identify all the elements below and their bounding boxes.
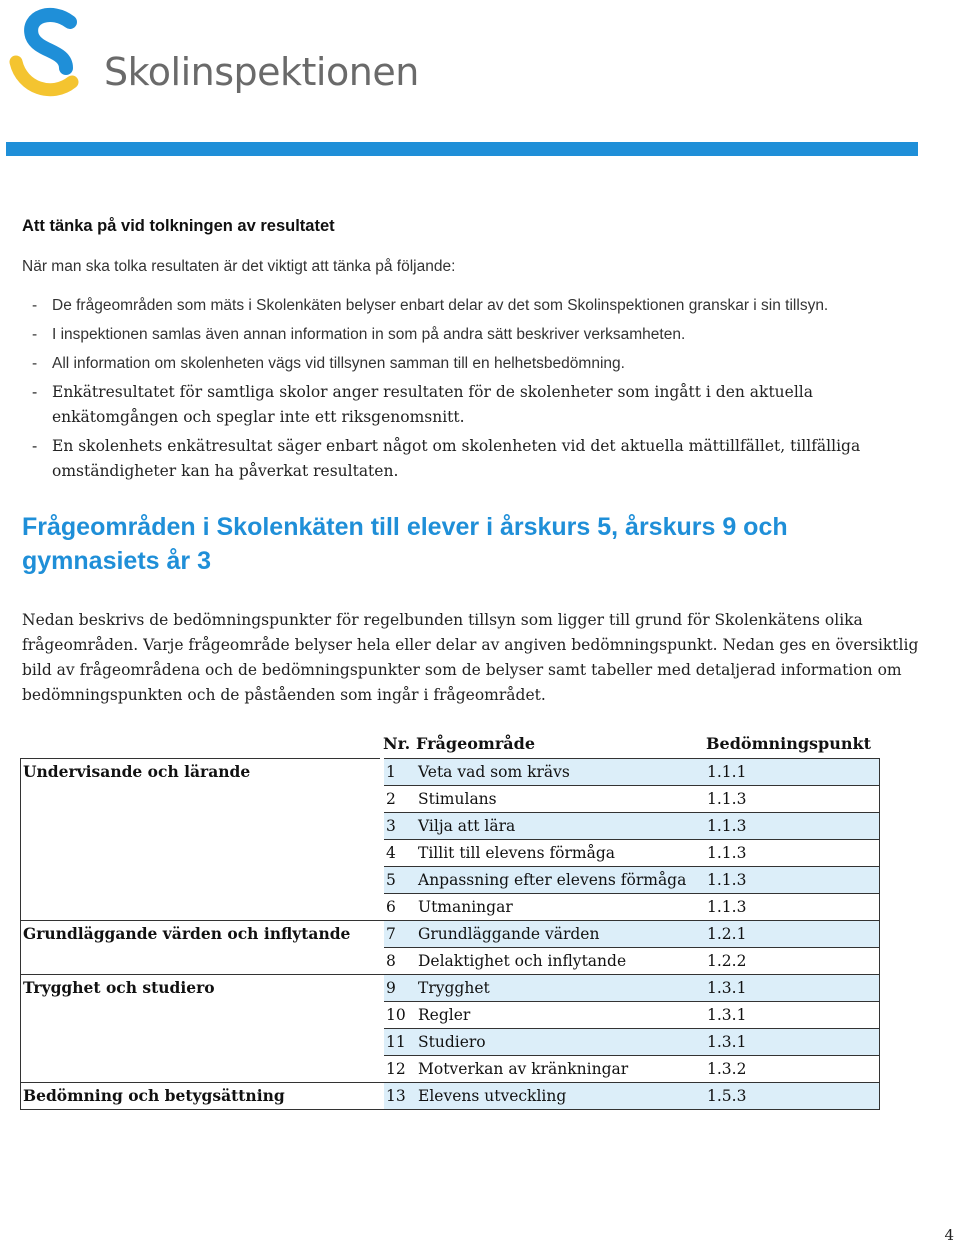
bedomningspunkt-cell: 1.3.1 bbox=[705, 1029, 880, 1056]
bedomningspunkt-cell: 1.3.2 bbox=[705, 1056, 880, 1083]
bedomningspunkt-cell: 1.1.3 bbox=[705, 894, 880, 921]
area-cell: Trygghet bbox=[416, 975, 705, 1002]
table-row bbox=[21, 975, 880, 1002]
column-header-area: Frågeområde bbox=[416, 734, 536, 753]
area-cell: Delaktighet och inflytande bbox=[416, 948, 705, 975]
bedomningspunkt-cell: 1.1.3 bbox=[705, 867, 880, 894]
notes-list bbox=[32, 293, 912, 488]
nr-cell: 2 bbox=[384, 786, 416, 813]
category-cell bbox=[21, 840, 380, 867]
area-cell: Tillit till elevens förmåga bbox=[416, 840, 705, 867]
nr-cell: 5 bbox=[384, 867, 416, 894]
area-cell: Vilja att lära bbox=[416, 813, 705, 840]
area-cell: Elevens utveckling bbox=[416, 1083, 705, 1110]
area-cell: Stimulans bbox=[416, 786, 705, 813]
section-description: Nedan beskrivs de bedömningspunkter för regelbunden tillsyn som ligger till grund för Skolenkätens olika frågeområden. Varje frågeområde belyser hela eller delar av angiven bedömningspunkt. Nedan ges en översiktlig bild av frågeområdena och de bedömningspunkter som de belyser samt tabeller med detaljerad information om bedömningspunkten och de påståenden som ingår i frågeområdet. bbox=[22, 611, 919, 704]
table-row bbox=[21, 867, 880, 894]
table-row bbox=[21, 921, 880, 948]
nr-cell: 11 bbox=[384, 1029, 416, 1056]
logo-wordmark: Skolinspektionen bbox=[104, 50, 419, 94]
list-item: - De frågeområden som mäts i Skolenkäten belyser enbart delar av det som Skolinspektionen granskar i sin tillsyn. bbox=[32, 293, 912, 318]
list-item: - I inspektionen samlas även annan information in som på andra sätt beskriver verksamheten. bbox=[32, 322, 912, 347]
table-row bbox=[21, 813, 880, 840]
table-row bbox=[21, 1029, 880, 1056]
area-cell: Utmaningar bbox=[416, 894, 705, 921]
bedomningspunkt-cell: 1.1.1 bbox=[705, 759, 880, 786]
nr-cell: 9 bbox=[384, 975, 416, 1002]
nr-cell: 4 bbox=[384, 840, 416, 867]
category-cell: Bedömning och betygsättning bbox=[21, 1083, 380, 1110]
area-cell: Grundläggande värden bbox=[416, 921, 705, 948]
list-item: - Enkätresultatet för samtliga skolor anger resultaten för de skolenheter som ingått i den aktuella enkätomgången och speglar inte ett riksgenomsnitt. bbox=[32, 380, 912, 430]
logo-swirl-icon bbox=[8, 6, 108, 106]
bedomningspunkt-cell: 1.1.3 bbox=[705, 840, 880, 867]
category-cell bbox=[21, 1002, 380, 1029]
page-title: Frågeområden i Skolenkäten till elever i årskurs 5, årskurs 9 och gymnasiets år 3 bbox=[22, 513, 788, 575]
list-item: - All information om skolenheten vägs vid tillsynen samman till en helhetsbedömning. bbox=[32, 351, 912, 376]
category-cell bbox=[21, 1056, 380, 1083]
table-row bbox=[21, 759, 880, 786]
category-cell bbox=[21, 894, 380, 921]
nr-cell: 3 bbox=[384, 813, 416, 840]
category-cell: Grundläggande värden och inflytande bbox=[21, 921, 380, 948]
bedomningspunkt-cell: 1.1.3 bbox=[705, 813, 880, 840]
nr-cell: 6 bbox=[384, 894, 416, 921]
bedomningspunkt-cell: 1.3.1 bbox=[705, 975, 880, 1002]
category-cell bbox=[21, 1029, 380, 1056]
bedomningspunkt-cell: 1.5.3 bbox=[705, 1083, 880, 1110]
skolinspektionen-logo bbox=[8, 6, 419, 106]
column-header-nr: Nr. bbox=[383, 734, 411, 753]
area-cell: Motverkan av kränkningar bbox=[416, 1056, 705, 1083]
area-cell: Studiero bbox=[416, 1029, 705, 1056]
area-cell: Regler bbox=[416, 1002, 705, 1029]
bedomningspunkt-cell: 1.2.1 bbox=[705, 921, 880, 948]
table-row bbox=[21, 840, 880, 867]
question-area-table bbox=[20, 758, 880, 1110]
area-cell: Anpassning efter elevens förmåga bbox=[416, 867, 705, 894]
table-row bbox=[21, 1002, 880, 1029]
nr-cell: 10 bbox=[384, 1002, 416, 1029]
table-row bbox=[21, 1056, 880, 1083]
column-header-bp: Bedömningspunkt bbox=[706, 734, 871, 753]
list-item: - En skolenhets enkätresultat säger enbart något om skolenheten vid det aktuella mättillfället, tillfälliga omständigheter kan ha påverkat resultaten. bbox=[32, 434, 912, 484]
nr-cell: 13 bbox=[384, 1083, 416, 1110]
bedomningspunkt-cell: 1.3.1 bbox=[705, 1002, 880, 1029]
category-cell bbox=[21, 786, 380, 813]
table-row bbox=[21, 786, 880, 813]
nr-cell: 7 bbox=[384, 921, 416, 948]
bedomningspunkt-cell: 1.1.3 bbox=[705, 786, 880, 813]
header-bar bbox=[6, 142, 918, 156]
category-cell bbox=[21, 948, 380, 975]
notes-intro: När man ska tolka resultaten är det viktigt att tänka på följande: bbox=[22, 258, 456, 275]
page-number: 4 bbox=[944, 1226, 954, 1244]
nr-cell: 1 bbox=[384, 759, 416, 786]
category-cell: Undervisande och lärande bbox=[21, 759, 380, 786]
bedomningspunkt-cell: 1.2.2 bbox=[705, 948, 880, 975]
area-cell: Veta vad som krävs bbox=[416, 759, 705, 786]
table-row bbox=[21, 948, 880, 975]
nr-cell: 8 bbox=[384, 948, 416, 975]
notes-heading: Att tänka på vid tolkningen av resultatet bbox=[22, 217, 335, 235]
table-row bbox=[21, 894, 880, 921]
table-row bbox=[21, 1083, 880, 1110]
nr-cell: 12 bbox=[384, 1056, 416, 1083]
category-cell: Trygghet och studiero bbox=[21, 975, 380, 1002]
category-cell bbox=[21, 813, 380, 840]
category-cell bbox=[21, 867, 380, 894]
